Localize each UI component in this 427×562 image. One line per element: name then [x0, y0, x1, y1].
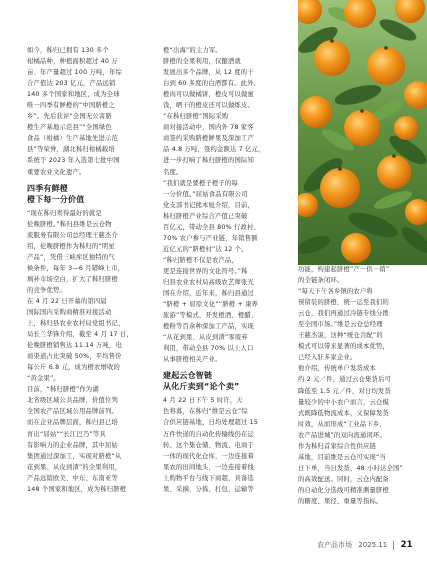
text-line: 作为秭归首家综合性供应链: [298, 442, 376, 450]
footer-divider: [393, 541, 394, 550]
text-line: 140 多个国家和地区，成为全球: [27, 91, 120, 99]
text-line: “秭归脐橙不仅是农产品，: [163, 256, 238, 264]
paragraph-section-1: [27, 208, 153, 495]
orange-tree-photo: [298, 0, 427, 265]
text-line: 发展出多个品牌，从 12 度的干: [163, 69, 254, 77]
text-line: 旅游”等模式，开发橙酒、橙醋、: [163, 312, 258, 320]
page-footer: [317, 540, 413, 550]
text-line: 每公斤 6.8 元，成为橙农增收的: [27, 364, 120, 372]
text-line: 商对接活动中，国内外 78 家客: [163, 124, 254, 132]
text-line: 有影响力的企业品牌，其中屈姑: [27, 441, 118, 449]
text-line: 万件快递的自动化传输线仍在运: [163, 430, 254, 438]
text-line: 至全国市场。”维是云仓总经理: [298, 321, 383, 329]
text-line: 降低至 1.5 元／件，对日均发货: [298, 387, 391, 395]
text-line: 时效，从而形成“工业品下乡、: [298, 420, 386, 428]
text-line: 果、采摘、分拣、打包、运输等: [163, 485, 254, 493]
text-line: 如今，秭归已拥有 130 多个: [27, 47, 109, 54]
text-line: 全国农产品区域公用品牌前列。: [27, 408, 118, 416]
text-line: 国际国内采购商精准对接活动: [27, 308, 112, 316]
text-line: 上，秭归县农业农村局党组书记、: [27, 320, 125, 328]
text-line: “我们就是要橙子橙子的每: [163, 179, 238, 187]
text-line: 进一步打响了秭归脐橙的国际知: [163, 157, 254, 165]
text-line: 食品（柑橘）生产基地先进示范: [27, 135, 118, 143]
text-line: 目前，“秭归脐橙”作为湖: [27, 386, 99, 394]
text-line: 合供应链基地，日均处理超过 15: [163, 419, 259, 427]
text-line: 148 个国家和地区，成为秭归脐橙: [27, 485, 127, 493]
text-line: 从事脐橙相关产业。: [163, 356, 222, 364]
text-line: 一分价值。”屈姑食品有限公司: [163, 190, 248, 198]
text-line: 日下单，当日发货，48 小时达全国”: [298, 464, 404, 472]
section-heading-line: 建起云仓智链: [163, 371, 213, 381]
text-line: 利用，带动全县 70% 以上人口: [163, 345, 254, 353]
article-column-2: [163, 45, 295, 495]
article-column-1: [27, 45, 153, 495]
text-line: 党支部书记熊本旭介绍，目前，: [163, 201, 254, 209]
text-line: 果农的田间地头，一边连接着线: [163, 463, 254, 471]
page-number: 21: [400, 540, 413, 550]
text-line: 产品远销欧美、中东、东南亚等: [27, 474, 118, 482]
text-line: 而在企业品牌层面，秭归县已培: [27, 419, 118, 427]
text-line: 的竞争优势。: [27, 286, 66, 294]
text-line: 橙肉可以做橘饼，橙皮可以做蜜: [163, 91, 254, 99]
text-line: 模式可以带来显著的成本优势，: [298, 343, 389, 351]
text-line: 橙“出海”的主力军。: [163, 47, 222, 54]
text-line: 在 4 月 22 日开幕的第四届: [27, 297, 107, 305]
text-line: 伦晚脐橙销售达 11.14 万吨，电: [27, 342, 122, 350]
section-heading-1: [27, 183, 153, 205]
text-line: 品 4.8 万吨，签约金额达 7 亿元，: [163, 146, 265, 154]
text-line: “黄金果”。: [27, 375, 60, 383]
text-line: 式既降低物流成本，又保障发货: [298, 409, 389, 417]
text-line: 育出“屈姑”“长江巴乃”等具: [27, 430, 106, 438]
paragraph-export: [163, 45, 295, 365]
text-line: 云仓，我们再通过冷链专线分拨: [298, 310, 389, 318]
text-line: 脐橙的全果利用，仅酿酒就: [163, 58, 241, 66]
text-line: 柑橘品种，种植面积超过 40 万: [27, 58, 118, 66]
text-line: “从花到果、从皮到渣”零废弃: [163, 334, 248, 342]
section-heading-line: 橙下每一分价值: [27, 194, 85, 204]
text-line: 近亿元的“脐橙村”达 12 个。: [163, 245, 248, 253]
text-line: 约 2 元／件，通过云仓集货后可: [298, 376, 392, 384]
text-line: 70% 农户参与产业链，年销售额: [163, 234, 258, 242]
text-line: 色将暮，在秭归“维是云仓”综: [163, 408, 248, 416]
text-line: 系统于 2023 年入选第七批中国: [27, 157, 120, 165]
text-line: 4 月 22 日下午 5 时许，天: [163, 397, 243, 405]
text-line: 基地，目前维是云仓可实现“当: [298, 453, 386, 461]
text-line: 商渠道占比突破 50%，平均售价: [27, 353, 122, 361]
text-line: 他介绍，传统单户发货成本: [298, 365, 376, 373]
text-line: 预留装的脐橙，统一运至我们的: [298, 299, 389, 307]
text-line: 县”等荣誉，湖北秭归柑橘载培: [27, 146, 115, 154]
text-line: 名度。: [163, 168, 183, 176]
text-line: 流服务有限公司总经理王慈杰介: [27, 231, 118, 239]
text-line: 百亿元，带动全县 80% 行政村、: [163, 223, 260, 231]
text-line: 王慈杰说，这种“统仓共配”的: [298, 332, 383, 340]
section-heading-line: 从化斤卖到“论个卖”: [163, 382, 240, 392]
text-line: 候条件，每年 3—6 月错峰上市，: [27, 264, 125, 272]
text-line: 的糖度、果径、重量等指标。: [298, 497, 383, 505]
text-line: “在秭归脐橙”国际采购: [163, 113, 229, 121]
text-line: 伦晚脐橙。”秭归县维是云仓物: [27, 220, 112, 228]
section-heading-line: 四季有鲜橙: [27, 183, 68, 193]
text-line: “脐橙 + 屈原文化”“脐橙 + 康养: [163, 301, 259, 309]
section-heading-2: [163, 370, 295, 392]
text-line: 国在介绍，近年来，秭归县通过: [163, 290, 254, 298]
text-line: “每天下午各乡镇的农户将: [298, 288, 373, 296]
text-line: 一体的现代化仓库，一边连接着: [163, 452, 254, 460]
text-line: 重要农业文化遗产。: [27, 168, 86, 176]
text-line: 的全链条闭环。: [298, 277, 344, 285]
text-line: 填补市场空白，扩大了秭归脐橙: [27, 275, 118, 283]
paragraph-intro: [27, 45, 153, 178]
text-line: 产品”，凭借三峡库区独特的气: [27, 253, 115, 261]
text-line: 局长兰华锋介绍，截至 4 月 17 日，: [27, 331, 133, 339]
text-line: 的自动化分选线可精准测量脐橙: [298, 486, 389, 494]
text-line: 的高效配送。同时，云仓内配备: [298, 475, 389, 483]
paragraph-section-2: [163, 395, 295, 494]
article-column-3: [298, 264, 402, 507]
text-line: 上购物平台与线下商超，具备选: [163, 474, 254, 482]
text-line: 北省级区域公共品牌，价值位列: [27, 397, 118, 405]
text-line: 绍，伦晚脐橙作为秭归的“明星: [27, 242, 115, 250]
text-line: 秭归脐橙产业综合产值已突破: [163, 212, 248, 220]
text-line: 白到 60 多度的白酒都有。此外，: [163, 80, 261, 88]
issue-number: 2025.11: [358, 541, 388, 549]
text-line: 乡”。先后获评“全国无公害脐: [27, 113, 112, 121]
magazine-name: 农产品市场: [317, 541, 352, 549]
text-line: “现在秭归卖得最好的就是: [27, 209, 102, 217]
text-line: 商签约采购脐橙鲜果及深加工产: [163, 135, 254, 143]
text-line: 功能，构建起脐橙“产－供－销”: [298, 266, 390, 273]
text-line: 花到果、从皮到渣”的全果利用，: [27, 463, 122, 471]
text-line: 橙粉等百余种深加工产品，实现: [163, 323, 254, 331]
text-line: 饯，晒干的橙皮还可以做炼皮。: [163, 102, 254, 110]
text-line: 橙生产基地示范县”“全国绿色: [27, 124, 112, 132]
text-line: 已经入驻多家企业。: [298, 354, 357, 362]
text-line: 量较少的中小农户而言，云仓模: [298, 398, 389, 406]
text-line: 亩、年产量超过 100 万吨，年综: [27, 69, 122, 77]
text-line: 转。这个集仓储、物流、电商于: [163, 441, 254, 449]
text-line: 集团通过深加工，实现对脐橙“从: [27, 452, 122, 460]
text-line: 合产值达 203 亿元，产品远销: [27, 80, 116, 88]
text-line: 更是连接世界的文化符号。”秭: [163, 267, 248, 275]
text-line: 唯一四季有鲜橙的“中国脐橙之: [27, 102, 115, 110]
text-line: 农产品进城”的双向流通闭环。: [298, 431, 386, 439]
text-line: 归县农业农村局高级农艺师张光: [163, 278, 254, 286]
